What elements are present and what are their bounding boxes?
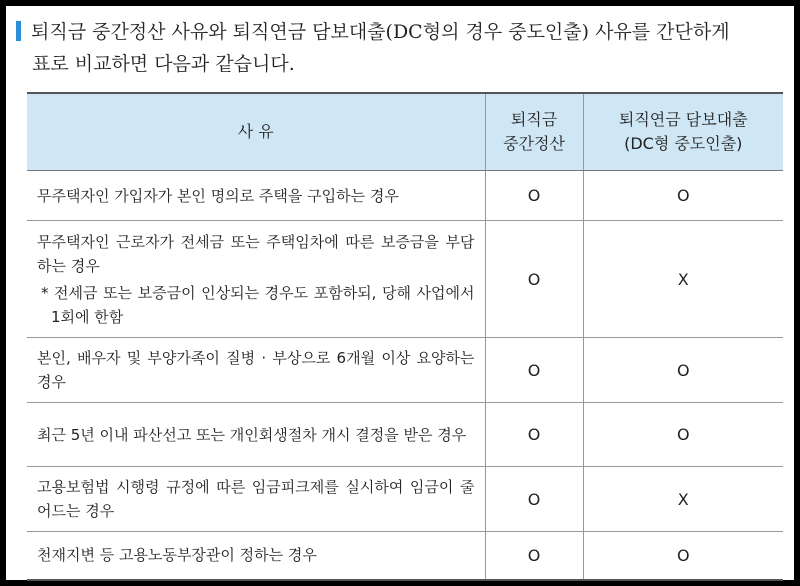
pension-mark: O [583, 338, 783, 403]
pension-mark: X [583, 221, 783, 338]
reason-text: 무주택자인 근로자가 전세금 또는 주택임차에 따른 보증금을 부담하는 경우 [37, 232, 475, 275]
intro-line-1: 퇴직금 중간정산 사유와 퇴직연금 담보대출(DC형의 경우 중도인출) 사유를 간단하게 [31, 21, 730, 43]
interim-mark: O [485, 171, 583, 221]
header-interim-line-1: 퇴직금 [510, 110, 558, 129]
pension-mark: X [583, 467, 783, 532]
interim-mark: O [485, 221, 583, 338]
reason-cell [27, 221, 485, 338]
pension-mark: O [583, 532, 783, 580]
document-page [6, 6, 794, 580]
reason-cell [27, 403, 485, 467]
reason-text: 고용보험법 시행령 규정에 따른 임금피크제를 실시하여 임금이 줄어드는 경우 [37, 478, 475, 520]
accent-bar [16, 21, 21, 41]
reason-cell [27, 338, 485, 403]
pension-mark: O [583, 171, 783, 221]
reason-text: 본인, 배우자 및 부양가족이 질병 · 부상으로 6개월 이상 요양하는 경우 [37, 349, 475, 391]
header-interim-settlement [485, 93, 583, 171]
table-row [27, 403, 783, 467]
reason-text: 무주택자인 가입자가 본인 명의로 주택을 구입하는 경우 [37, 186, 399, 205]
intro-paragraph [16, 16, 786, 80]
reason-cell [27, 171, 485, 221]
intro-line-2: 표로 비교하면 다음과 같습니다. [32, 53, 295, 75]
interim-mark: O [485, 403, 583, 467]
interim-mark: O [485, 532, 583, 580]
reason-text: 천재지변 등 고용노동부장관이 정하는 경우 [37, 546, 317, 565]
reason-cell [27, 467, 485, 532]
reason-cell [27, 532, 485, 580]
comparison-table [27, 92, 783, 581]
table-row [27, 532, 783, 580]
header-pension-line-2: (DC형 중도인출) [624, 134, 743, 153]
table-row [27, 171, 783, 221]
table-row [27, 467, 783, 532]
interim-mark: O [485, 338, 583, 403]
table-header-row [27, 93, 783, 171]
table-row [27, 338, 783, 403]
table-row [27, 221, 783, 338]
header-interim-line-2: 중간정산 [503, 134, 565, 153]
interim-mark: O [485, 467, 583, 532]
header-pension-line-1: 퇴직연금 담보대출 [618, 110, 748, 129]
header-reason: 사 유 [27, 93, 485, 171]
pension-mark: O [583, 403, 783, 467]
reason-text: 최근 5년 이내 파산선고 또는 개인회생절차 개시 결정을 받은 경우 [37, 425, 467, 444]
reason-note: * 전세금 또는 보증금이 인상되는 경우도 포함하되, 당해 사업에서 1회에 한함 [41, 283, 475, 326]
header-pension-loan [583, 93, 783, 171]
